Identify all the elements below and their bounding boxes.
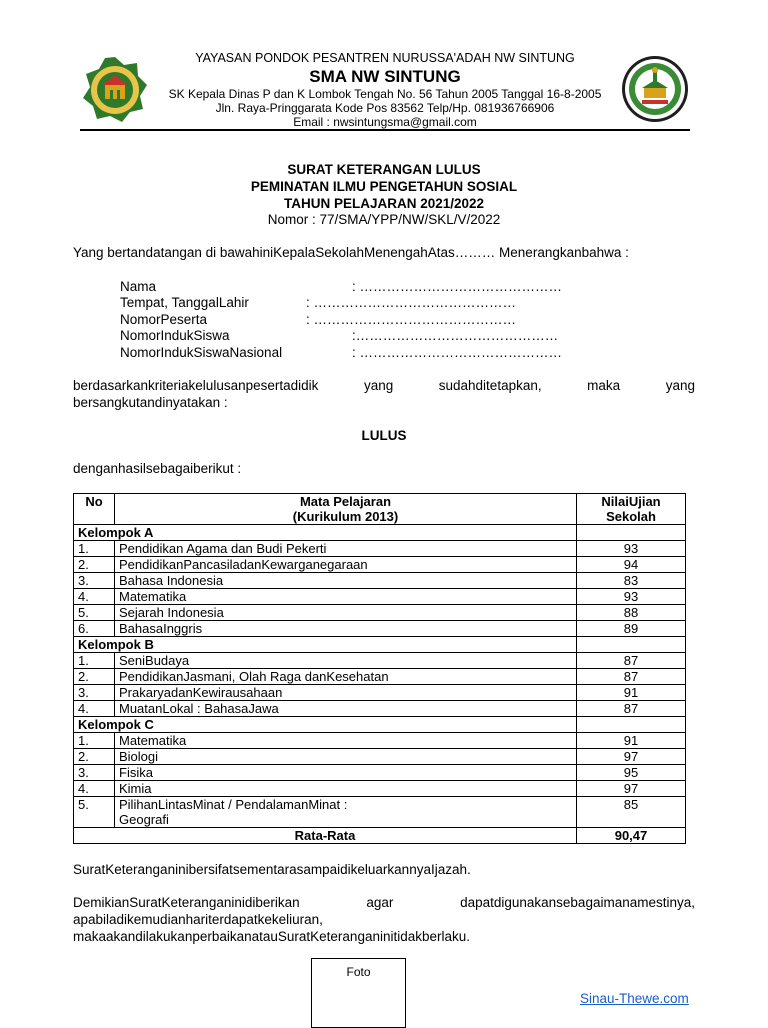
group-label: Kelompok B [74, 637, 577, 653]
table-row [74, 541, 686, 557]
row-subject: Pendidikan Agama dan Budi Pekerti [115, 541, 577, 557]
document-number: Nomor : 77/SMA/YPP/NW/SKL/V/2022 [267, 212, 501, 227]
group-label: Kelompok A [74, 525, 577, 541]
row-score: 95 [577, 765, 686, 781]
row-score: 91 [577, 685, 686, 701]
intro-text: Yang bertandatangan di bawahiniKepalaSekolahMenengahAtas……… Menerangkanbahwa : [73, 245, 629, 260]
decree-line: SK Kepala Dinas P dan K Lombok Tengah No. 56 Tahun 2005 Tanggal 16-8-2005 [168, 87, 602, 101]
criteria-word: yang [363, 378, 394, 393]
row-score: 97 [577, 749, 686, 765]
row-number: 4. [74, 589, 115, 605]
average-value: 90,47 [577, 828, 686, 844]
table-row [74, 669, 686, 685]
header-subject-line1: Mata Pelajaran [299, 494, 392, 509]
table-row [74, 685, 686, 701]
photo-label: Foto [346, 965, 371, 979]
row-score: 83 [577, 573, 686, 589]
row-number: 6. [74, 621, 115, 637]
row-subject: MuatanLokal : BahasaJawa [115, 701, 577, 717]
row-score: 91 [577, 733, 686, 749]
row-number: 2. [74, 749, 115, 765]
row-score: 87 [577, 653, 686, 669]
row-number: 4. [74, 781, 115, 797]
photo-box [311, 958, 406, 1028]
field-value-national-id: : ……………………………………… [352, 345, 563, 360]
empty-cell [577, 525, 686, 541]
document-subtitle: PEMINATAN ILMU PENGETAHUN SOSIAL [250, 179, 518, 194]
table-row [74, 653, 686, 669]
closing-line-1 [73, 895, 695, 910]
row-score: 93 [577, 541, 686, 557]
group-row [74, 637, 686, 653]
field-value-name: : ……………………………………… [352, 279, 563, 294]
table-row [74, 797, 686, 828]
criteria-line-2: bersangkutandinyatakan : [73, 395, 228, 410]
right-school-logo [620, 54, 690, 129]
empty-cell [577, 637, 686, 653]
row-score: 97 [577, 781, 686, 797]
row-number: 4. [74, 701, 115, 717]
closing-word: DemikianSuratKeteranganinidiberikan [73, 895, 300, 910]
field-value-student-id: :……………………………………… [352, 328, 559, 343]
row-subject: Sejarah Indonesia [115, 605, 577, 621]
row-subject [115, 797, 577, 828]
group-label: Kelompok C [74, 717, 577, 733]
row-number: 1. [74, 653, 115, 669]
row-subject: PrakaryadanKewirausahaan [115, 685, 577, 701]
row-subject-line1: PilihanLintasMinat / PendalamanMinat : [119, 797, 348, 812]
table-row [74, 701, 686, 717]
field-label-participant-number: NomorPeserta [120, 312, 208, 327]
table-row [74, 557, 686, 573]
field-label-student-id: NomorIndukSiswa [120, 328, 230, 343]
left-school-logo [80, 55, 150, 130]
average-row [74, 828, 686, 844]
header-score-line1: NilaiUjian [601, 494, 661, 509]
grades-table [73, 493, 686, 844]
row-subject: Matematika [115, 589, 577, 605]
header-score-line2: Sekolah [606, 509, 656, 524]
row-subject-line2: Geografi [119, 812, 169, 827]
header-subject-line2: (Kurikulum 2013) [292, 509, 399, 524]
row-number: 3. [74, 573, 115, 589]
average-label: Rata-Rata [74, 828, 577, 844]
field-label-name: Nama [120, 279, 157, 294]
academic-year: TAHUN PELAJARAN 2021/2022 [283, 196, 485, 211]
field-value-participant-number: : ……………………………………… [306, 312, 517, 327]
criteria-word: yang [665, 378, 695, 393]
row-score: 89 [577, 621, 686, 637]
row-number: 2. [74, 557, 115, 573]
foundation-name: YAYASAN PONDOK PESANTREN NURUSSA'ADAH NW SINTUNG [195, 51, 575, 65]
row-score: 87 [577, 701, 686, 717]
row-score: 85 [577, 797, 686, 828]
table-row [74, 781, 686, 797]
table-row [74, 765, 686, 781]
field-label-birth: Tempat, TanggalLahir [120, 295, 249, 310]
row-score: 94 [577, 557, 686, 573]
closing-line-2: apabiladikemudianhariterdapatkekeliuran, [73, 912, 323, 927]
table-row [74, 589, 686, 605]
row-number: 5. [74, 797, 115, 828]
table-row [74, 605, 686, 621]
school-name: SMA NW SINTUNG [309, 67, 461, 86]
header-subject [115, 494, 577, 525]
row-subject: Biologi [115, 749, 577, 765]
header-no: No [74, 494, 115, 525]
row-subject: Fisika [115, 765, 577, 781]
table-row [74, 749, 686, 765]
row-subject: Matematika [115, 733, 577, 749]
criteria-word: maka [587, 378, 621, 393]
row-number: 3. [74, 685, 115, 701]
table-row [74, 573, 686, 589]
row-subject: Bahasa Indonesia [115, 573, 577, 589]
source-link[interactable]: Sinau-Thewe.com [580, 991, 689, 1006]
row-number: 2. [74, 669, 115, 685]
empty-cell [577, 717, 686, 733]
row-score: 93 [577, 589, 686, 605]
temporary-note: SuratKeteranganinibersifatsementarasampaidikeluarkannyaIjazah. [73, 862, 471, 877]
address-line: Jln. Raya-Pringgarata Kode Pos 83562 Telp/Hp. 081936766906 [215, 101, 555, 115]
row-subject: PendidikanPancasiladanKewarganegaraan [115, 557, 577, 573]
row-subject: PendidikanJasmani, Olah Raga danKesehatan [115, 669, 577, 685]
row-score: 87 [577, 669, 686, 685]
row-number: 1. [74, 541, 115, 557]
table-row [74, 621, 686, 637]
letterhead-divider [80, 129, 690, 131]
results-intro: denganhasilsebagaiberikut : [73, 461, 242, 476]
field-value-birth: : ……………………………………… [306, 295, 517, 310]
row-number: 1. [74, 733, 115, 749]
email-line: Email : nwsintungsma@gmail.com [293, 115, 477, 129]
criteria-line-1 [73, 378, 695, 393]
closing-word: agar [366, 895, 394, 910]
row-subject: Kimia [115, 781, 577, 797]
graduation-status: LULUS [361, 428, 407, 443]
closing-line-3: makaakandilakukanperbaikanatauSuratKeteranganinitidakberlaku. [73, 929, 471, 944]
criteria-word: berdasarkankriteriakelulusanpesertadidik [73, 378, 319, 393]
row-score: 88 [577, 605, 686, 621]
table-row [74, 733, 686, 749]
table-header-row [74, 494, 686, 525]
closing-word: dapatdigunakansebagaimanamestinya, [460, 895, 695, 910]
document-title: SURAT KETERANGAN LULUS [287, 162, 481, 177]
header-score [577, 494, 686, 525]
field-label-national-id: NomorIndukSiswaNasional [120, 345, 283, 360]
group-row [74, 717, 686, 733]
row-number: 3. [74, 765, 115, 781]
row-subject: BahasaInggris [115, 621, 577, 637]
row-subject: SeniBudaya [115, 653, 577, 669]
criteria-word: sudahditetapkan, [438, 378, 542, 393]
row-number: 5. [74, 605, 115, 621]
group-row [74, 525, 686, 541]
